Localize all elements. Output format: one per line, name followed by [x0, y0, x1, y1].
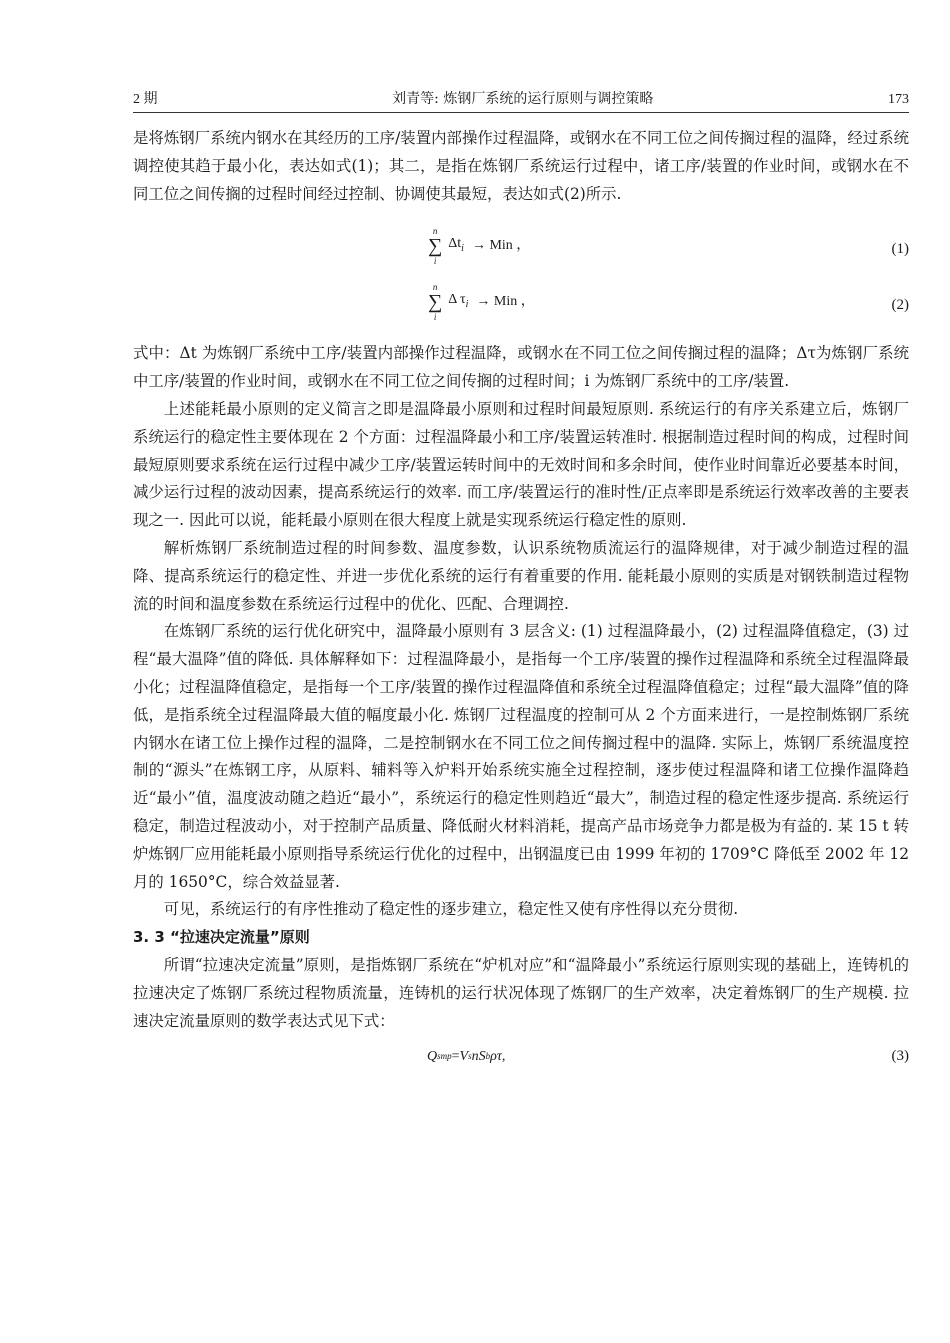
equation-2-expression — [428, 282, 535, 322]
sum-upper-limit: n — [432, 226, 438, 237]
journal-page — [133, 88, 909, 1069]
equation-2-term: Δ $\tau_i$ — [448, 292, 469, 310]
equation-3 — [133, 1035, 909, 1069]
body-paragraph: 在炼钢厂系统的运行优化研究中，温降最小原则有 3 层含义: (1) 过程温降最小，(2) 过程温降值稳定，(3) 过程“最大温降”值的降低. 具体解释如下：过程温降最小，是指每一个工序/装置的操作过程温降和系统全过程温降最小化；过程温降值稳定，是指每一个工序/装置的操作过程温降值和系统全过程温降值稳定；过程“最大温降”值的降低，是指系统全过程温降最大值的幅度最小化. 炼钢厂过程温度的控制可从 2 个方面来进行，一是控制炼钢厂系统内钢水在诸工位上操作过程的温降，二是控制钢水在不同工位之间传搁过程中的温降. 实际上，炼钢厂系统温度控制的“源头”在炼钢工序，从原料、辅料等入炉料开始系统实施全过程控制，逐步使过程温降和诸工位操作温降趋近“最小”值，温度波动随之趋近“最小”，系统运行的稳定性则趋近“最大”，制造过程的稳定性逐步提高. 系统运行稳定，制造过程波动小，对于控制产品质量、降低耐火材料消耗，提高产品市场竞争力都是极为有益的. 某 15 t 转炉炼钢厂应用能耗最小原则指导系统运行优化的过程中，出钢温度已由 1999 年初的 1709°C 降低至 2002 年 12 月的 1650°C，综合效益显著. — [133, 622, 909, 891]
section-heading: 3. 3 “拉速决定流量”原则 — [133, 928, 310, 947]
equation-1-term: $\Delta t_i$ — [448, 236, 464, 254]
equation-2-number: (2) — [891, 297, 909, 314]
sum-lower-limit: i — [433, 312, 437, 323]
body-paragraph: 解析炼钢厂系统制造过程的时间参数、温度参数，认识系统物质流运行的温降规律，对于减少制造过程的温降、提高系统运行的稳定性、并进一步优化系统的运行有着重要的作用. 能耗最小原则的实质是对钢铁制造过程物流的时间和温度参数在系统运行过程中的优化、匹配、合理调控. — [133, 538, 909, 613]
equation-3-expression: Q smp = V s n S b ρτ, — [427, 1049, 506, 1065]
equation-1-number: (1) — [891, 241, 909, 258]
equation-2 — [133, 278, 909, 334]
equation-1-rhs: → Min ， — [471, 238, 531, 254]
body-paragraph: 上述能耗最小原则的定义简言之即是温降最小原则和过程时间最短原则. 系统运行的有序关系建立后，炼钢厂系统运行的稳定性主要体现在 2 个方面：过程温降最小和工序/装置运转准时. 根据制造过程时间的构成，过程时间最短原则要求系统在运行过程中减少工序/装置运转时间中的无效时间和多余时间，使作业时间靠近必要基本时间，减少运行过程的波动因素，提高系统运行的效率. 而工序/装置运行的准时性/正点率即是系统运行效率改善的主要表现之一. 因此可以说，能耗最小原则在很大程度上就是实现系统运行稳定性的原则. — [133, 399, 909, 530]
summation-symbol: n ∑ i — [428, 282, 443, 323]
equation-3-number: (3) — [891, 1048, 909, 1065]
definitions-paragraph: 式中：Δt 为炼钢厂系统中工序/装置内部操作过程温降，或钢水在不同工位之间传搁过程的温降；Δτ为炼钢厂系统中工序/装置的作业时间，或钢水在不同工位之间传搁的过程时间；i 为炼钢厂系统中的工序/装置. — [133, 344, 909, 391]
summation-symbol: n ∑ i — [428, 226, 443, 267]
equation-1-expression — [428, 226, 530, 266]
body-paragraph: 可见，系统运行的有序性推动了稳定性的逐步建立，稳定性又使有序性得以充分贯彻. — [163, 900, 739, 919]
issue-number: 2 期 — [133, 92, 158, 107]
sum-lower-limit: i — [433, 256, 437, 267]
intro-paragraph: 是将炼钢厂系统内钢水在其经历的工序/装置内部操作过程温降，或钢水在不同工位之间传搁过程的温降，经过系统调控使其趋于最小化，表达如式(1)；其二，是指在炼钢厂系统运行过程中，诸工序/装置的作业时间，或钢水在不同工位之间传搁的过程时间经过控制、协调使其最短，表达如式(2)所示. — [133, 129, 909, 203]
article-body — [133, 125, 909, 1069]
running-header — [133, 88, 909, 113]
running-title: 刘青等: 炼钢厂系统的运行原则与调控策略 — [392, 91, 654, 107]
equation-1 — [133, 222, 909, 278]
sum-upper-limit: n — [432, 282, 438, 293]
equation-2-rhs: → Min ， — [476, 294, 535, 310]
section-paragraph: 所谓“拉速决定流量”原则，是指炼钢厂系统在“炉机对应”和“温降最小”系统运行原则实现的基础上，连铸机的拉速决定了炼钢厂系统过程物质流量，连铸机的运行状况体现了炼钢厂的生产效率，决定着炼钢厂的生产规模. 拉速决定流量原则的数学表达式见下式： — [133, 955, 909, 1030]
page-number: 173 — [887, 92, 909, 107]
